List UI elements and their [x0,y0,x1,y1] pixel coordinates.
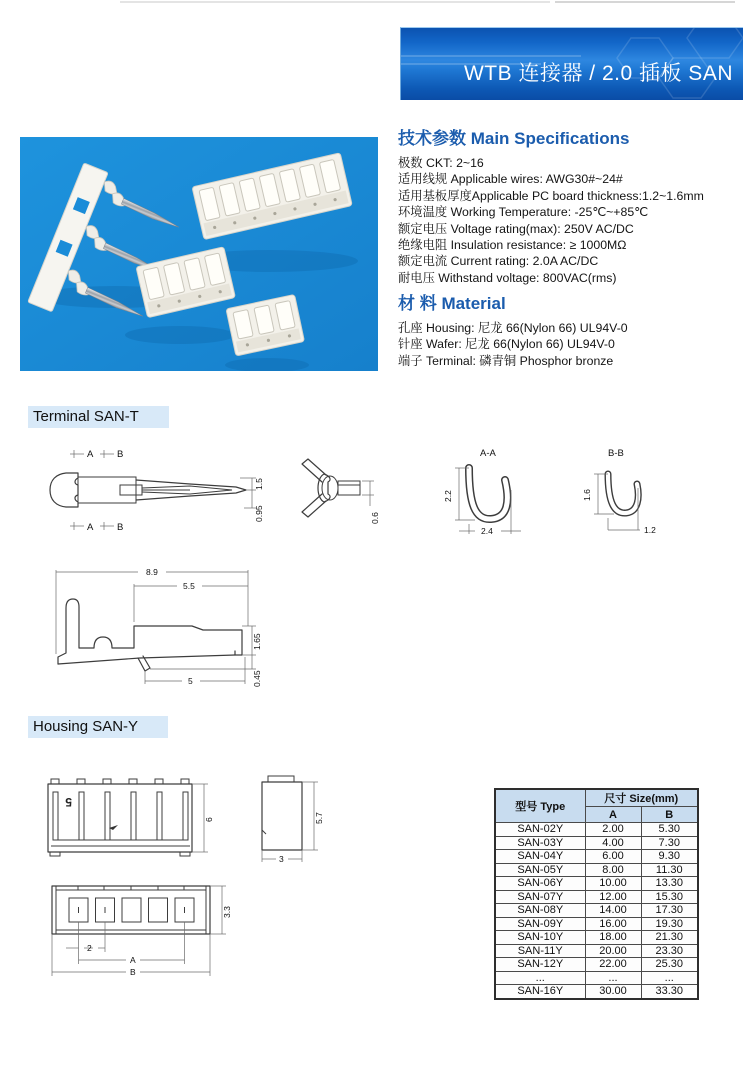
main-specifications [398,124,743,286]
cell-a: 10.00 [585,877,641,891]
housing-marking: 5 [65,795,72,809]
cell-type: SAN-07Y [495,890,585,904]
dim-label: 3 [279,854,284,864]
terminal-side-view-drawing [40,444,270,539]
table-row [495,890,698,904]
cell-a: 18.00 [585,931,641,945]
specs-lines [398,155,743,286]
section-aa-drawing [425,446,545,541]
cell-a: ... [585,971,641,985]
cell-b: 21.30 [641,931,698,945]
cell-a: 2.00 [585,823,641,837]
housing-top-view-drawing [38,872,248,984]
dim-label: B [130,967,136,977]
cell-b: 5.30 [641,823,698,837]
cell-a: 6.00 [585,850,641,864]
size-table [494,788,699,1000]
cell-a: 14.00 [585,904,641,918]
dim-label: 1.65 [252,633,262,650]
cell-type: SAN-16Y [495,985,585,999]
cell-a: 8.00 [585,863,641,877]
table-row [495,985,698,999]
col-header-type: 型号 Type [495,789,585,823]
cell-type: SAN-08Y [495,904,585,918]
spec-line: 端子 Terminal: 磷青铜 Phosphor bronze [398,353,614,368]
housing-front-view-drawing [38,766,218,868]
spec-line: 绝缘电阻 Insulation resistance: ≥ 1000MΩ [398,238,627,253]
dim-label: 1.5 [254,478,264,490]
section-bb-label: B-B [608,448,624,459]
table-row [495,877,698,891]
table-row [495,944,698,958]
table-row [495,904,698,918]
housing-section-label: Housing SAN-Y [28,716,168,738]
table-row [495,863,698,877]
spec-line: 环境温度 Working Temperature: -25℃~+85℃ [398,205,648,220]
cell-b: 33.30 [641,985,698,999]
dim-label: 3.3 [222,906,232,918]
cell-b: 7.30 [641,836,698,850]
cell-b: 25.30 [641,958,698,972]
housing-side-view-drawing [238,766,338,868]
dim-label: 6 [204,817,214,822]
dim-label: 5.5 [183,581,195,591]
dim-label: 5.7 [314,812,324,824]
cell-b: 19.30 [641,917,698,931]
product-photo [20,137,378,371]
cell-type: SAN-12Y [495,958,585,972]
terminal-profile-drawing [42,558,262,690]
dim-label: 2.4 [481,526,493,536]
dim-label: 2 [87,943,92,953]
terminal-section-label: Terminal SAN-T [28,406,169,428]
cell-type: SAN-04Y [495,850,585,864]
dim-label: 1.2 [644,525,656,535]
cell-type: SAN-11Y [495,944,585,958]
table-row [495,917,698,931]
material-lines [398,320,743,369]
cell-a: 16.00 [585,917,641,931]
cell-a: 22.00 [585,958,641,972]
specs-heading: 技术参数 Main Specifications [398,129,630,148]
dim-label: A [130,955,136,965]
section-mark-a: A [87,522,94,533]
spec-line: 耐电压 Withstand voltage: 800VAC(rms) [398,270,617,285]
table-body [495,823,698,999]
cell-a: 12.00 [585,890,641,904]
cell-type: SAN-09Y [495,917,585,931]
cell-b: 23.30 [641,944,698,958]
table-row [495,931,698,945]
table-row [495,971,698,985]
dim-label: 1.6 [582,489,592,501]
material-section [398,289,743,369]
cell-type: SAN-06Y [495,877,585,891]
section-mark-a: A [87,449,94,460]
dim-label: 0.45 [252,670,262,687]
spec-line: 额定电流 Current rating: 2.0A AC/DC [398,254,599,269]
dim-label: 8.9 [146,567,158,577]
dim-label: 0.95 [254,505,264,522]
dim-label: 0.6 [370,512,380,524]
spec-line: 针座 Wafer: 尼龙 66(Nylon 66) UL94V-0 [398,337,615,352]
table-row [495,850,698,864]
cell-b: 13.30 [641,877,698,891]
spec-line: 孔座 Housing: 尼龙 66(Nylon 66) UL94V-0 [398,321,628,335]
cell-type: SAN-02Y [495,823,585,837]
scan-artifact-line [120,1,550,3]
cell-a: 4.00 [585,836,641,850]
spec-line: 适用基板厚度Applicable PC board thickness:1.2~1.6mm [398,188,704,203]
spec-line: 极数 CKT: 2~16 [398,156,484,170]
section-bb-drawing [568,446,673,541]
material-heading: 材 料 Material [398,294,506,313]
col-header-size: 尺寸 Size(mm) [585,789,698,807]
cell-type: ... [495,971,585,985]
header-banner [400,27,743,100]
table-row [495,958,698,972]
dim-label: 5 [188,676,193,686]
col-header-b: B [641,807,698,823]
page-title: WTB 连接器 / 2.0 插板 SAN [463,62,733,85]
spec-line: 额定电压 Voltage rating(max): 250V AC/DC [398,221,634,236]
cell-type: SAN-05Y [495,863,585,877]
cell-a: 30.00 [585,985,641,999]
spec-line: 适用线规 Applicable wires: AWG30#~24# [398,172,623,187]
table-row [495,836,698,850]
cell-b: 9.30 [641,850,698,864]
terminal-end-view-drawing [288,450,393,530]
cell-b: 11.30 [641,863,698,877]
cell-type: SAN-10Y [495,931,585,945]
product-photo-image [20,137,378,371]
section-mark-b: B [117,522,124,533]
section-mark-b: B [117,449,124,460]
col-header-a: A [585,807,641,823]
cell-b: ... [641,971,698,985]
scan-artifact-line [555,1,735,3]
table-row [495,823,698,837]
cell-b: 15.30 [641,890,698,904]
cell-a: 20.00 [585,944,641,958]
dim-label: 2.2 [443,490,453,502]
cell-b: 17.30 [641,904,698,918]
section-aa-label: A-A [480,448,496,459]
cell-type: SAN-03Y [495,836,585,850]
